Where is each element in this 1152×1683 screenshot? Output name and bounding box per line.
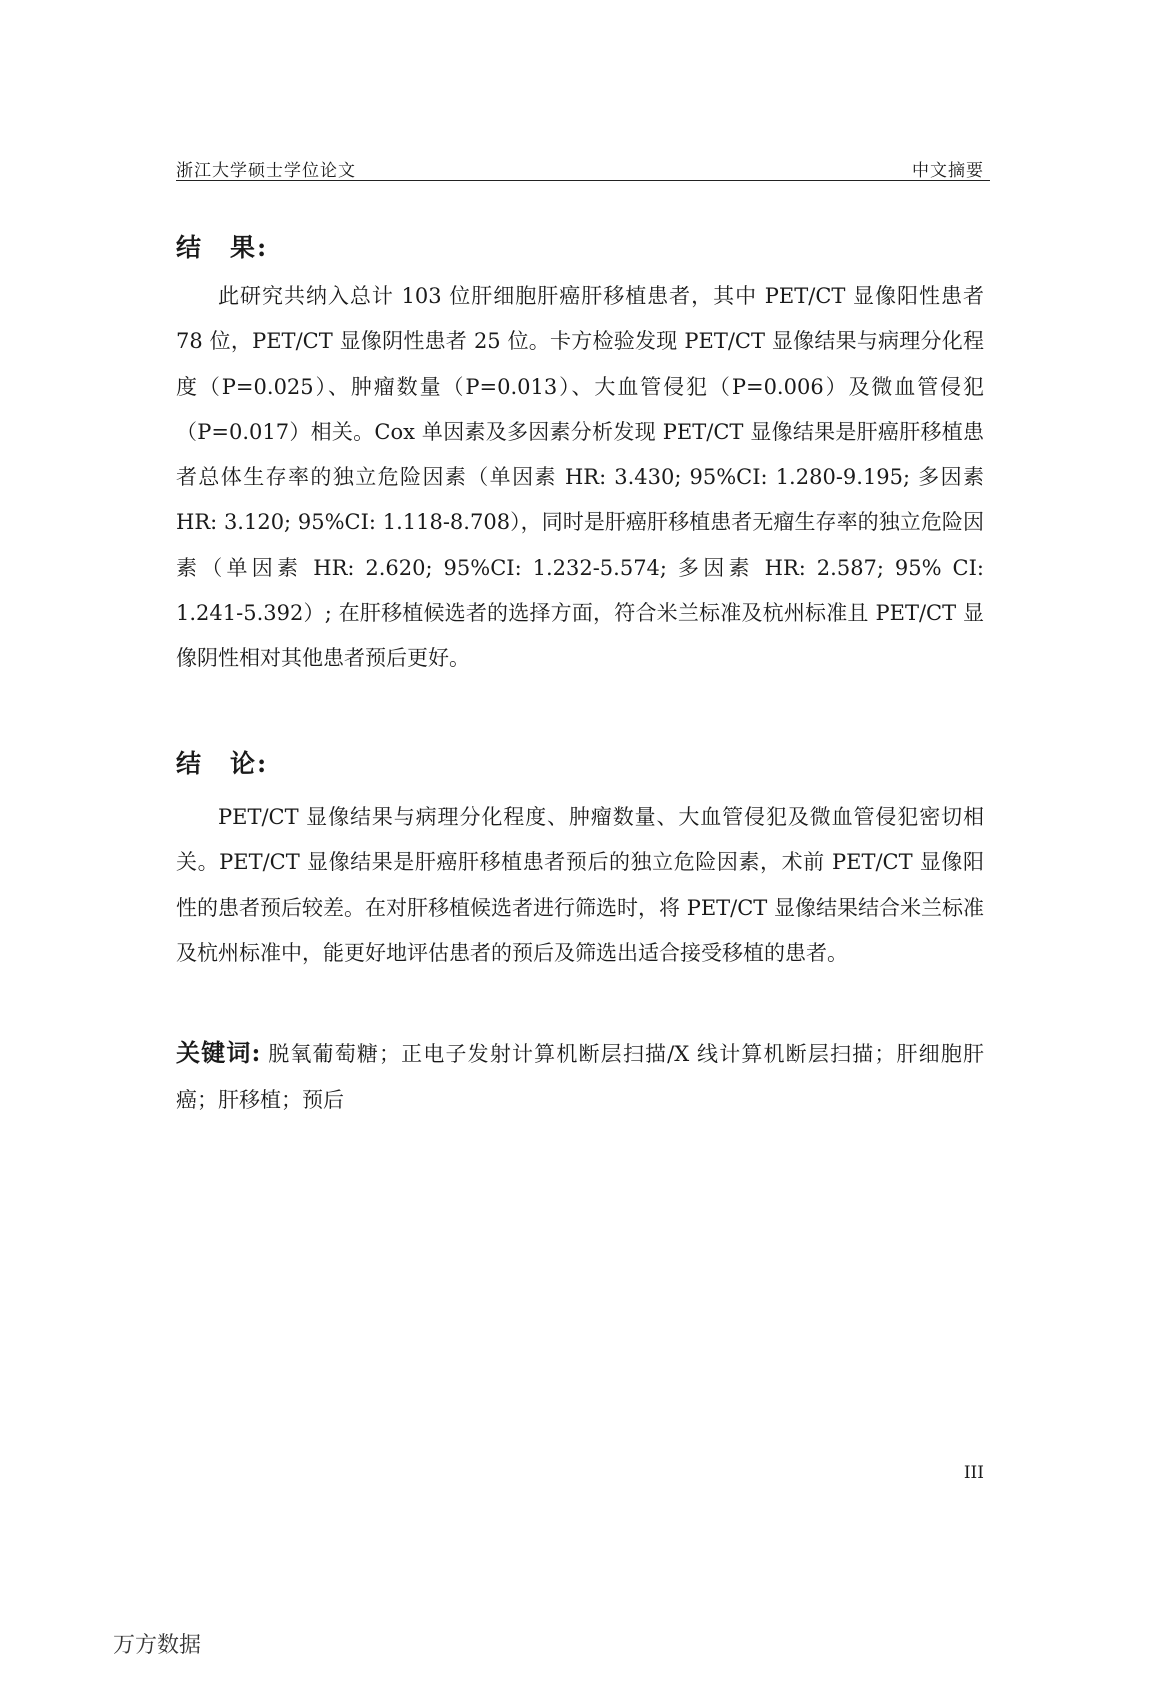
watermark: 万方数据 xyxy=(113,1633,202,1658)
header-section-title: 中文摘要 xyxy=(912,161,984,181)
conclusion-heading: 结 论: xyxy=(176,749,269,778)
keywords xyxy=(176,1030,984,1123)
conclusion-paragraph: PET/CT 显像结果与病理分化程度、肿瘤数量、大血管侵犯及微血管侵犯密切相关。PET/CT 显像结果是肝癌肝移植患者预后的独立危险因素，术前 PET/CT 显像阳性的患者预后较差。在对肝移植候选者进行筛选时，将 PET/CT 显像结果结合米兰标准及杭州标准中，能更好地评估患者的预后及筛选出适合接受移植的患者。 xyxy=(176,805,984,965)
results-heading: 结 果: xyxy=(176,233,269,262)
page-number: III xyxy=(963,1463,984,1483)
keywords-text: 脱氧葡萄糖；正电子发射计算机断层扫描/X 线计算机断层扫描；肝细胞肝癌；肝移植；预后 xyxy=(176,1042,985,1112)
results-paragraph: 此研究共纳入总计 103 位肝细胞肝癌肝移植患者，其中 PET/CT 显像阳性患者 78 位，PET/CT 显像阴性患者 25 位。卡方检验发现 PET/CT 显像结果与病理分化程度（P=0.025）、肿瘤数量（P=0.013）、大血管侵犯（P=0.006）及微血管侵犯（P=0.017）相关。Cox 单因素及多因素分析发现 PET/CT 显像结果是肝癌肝移植患者总体生存率的独立危险因素（单因素 HR: 3.430; 95%CI: 1.280-9.195; 多因素 HR: 3.120; 95%CI: 1.118-8.708），同时是肝癌肝移植患者无瘤生存率的独立危险因素（单因素 HR: 2.620; 95%CI: 1.232-5.574; 多因素 HR: 2.587; 95% CI: 1.241-5.392）; 在肝移植候选者的选择方面，符合米兰标准及杭州标准且 PET/CT 显像阴性相对其他患者预后更好。 xyxy=(176,284,984,671)
header-rule xyxy=(176,180,990,181)
header-thesis-title: 浙江大学硕士学位论文 xyxy=(176,161,356,181)
keywords-label: 关键词: xyxy=(176,1038,261,1067)
